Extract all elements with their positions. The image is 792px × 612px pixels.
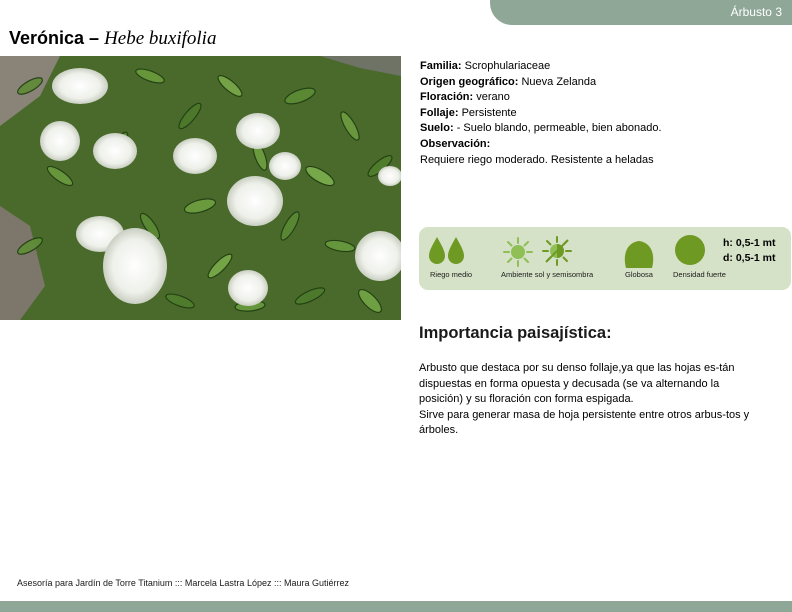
importance-paragraph-2: Sirve para generar masa de hoja persistente entre otros arbus-tos y árboles. [419, 408, 750, 437]
semishade-sun-icon [542, 236, 572, 266]
info-floracion: Floración: verano [420, 91, 510, 104]
info-suelo: Suelo: - Suelo blando, permeable, bien abonado. [420, 122, 662, 135]
density-icon [674, 234, 706, 266]
footer-credits: Asesoría para Jardín de Torre Titanium ::: Marcela Lastra López ::: Maura Gutiérrez [17, 578, 349, 588]
dimensions [723, 236, 776, 266]
ambiente-caption: Ambiente sol y semisombra [501, 270, 594, 279]
tab-label: Árbusto 3 [730, 5, 782, 19]
info-follaje: Follaje: Persistente [420, 106, 517, 119]
info-observacion-label: Observación: [420, 137, 491, 150]
importance-title: Importancia paisajística: [419, 324, 612, 342]
plant-info [420, 59, 780, 168]
diameter-value: d: 0,5-1 mt [723, 252, 776, 264]
water-drops-icon [428, 236, 466, 266]
header-tab [490, 0, 792, 25]
sun-icon [503, 237, 533, 267]
requirements-panel [419, 227, 791, 290]
densidad-caption: Densidad fuerte [673, 270, 726, 279]
info-observacion-value: Requiere riego moderado. Resistente a heladas [420, 153, 654, 166]
page-title [9, 28, 216, 50]
riego-caption: Riego medio [430, 270, 473, 279]
importance-paragraph-1: Arbusto que destaca por su denso follaje,ya que las hojas es-tán dispuestas en forma opuesta y decusada (se va alternando la posición) y su floración con forma espigada. [419, 362, 735, 406]
info-origen: Origen geográfico: Nueva Zelanda [420, 75, 597, 88]
shrub-photo [0, 56, 401, 320]
footer-bar [0, 601, 792, 612]
scientific-name: Hebe buxifolia [104, 28, 217, 49]
globose-shape-icon [623, 239, 655, 269]
height-value: h: 0,5-1 mt [723, 237, 776, 249]
importance-description [419, 361, 759, 439]
shrub-photo-illustration [0, 56, 401, 320]
info-familia: Familia: Scrophulariaceae [420, 60, 551, 72]
common-name: Verónica – [9, 28, 100, 48]
forma-caption: Globosa [625, 270, 653, 279]
